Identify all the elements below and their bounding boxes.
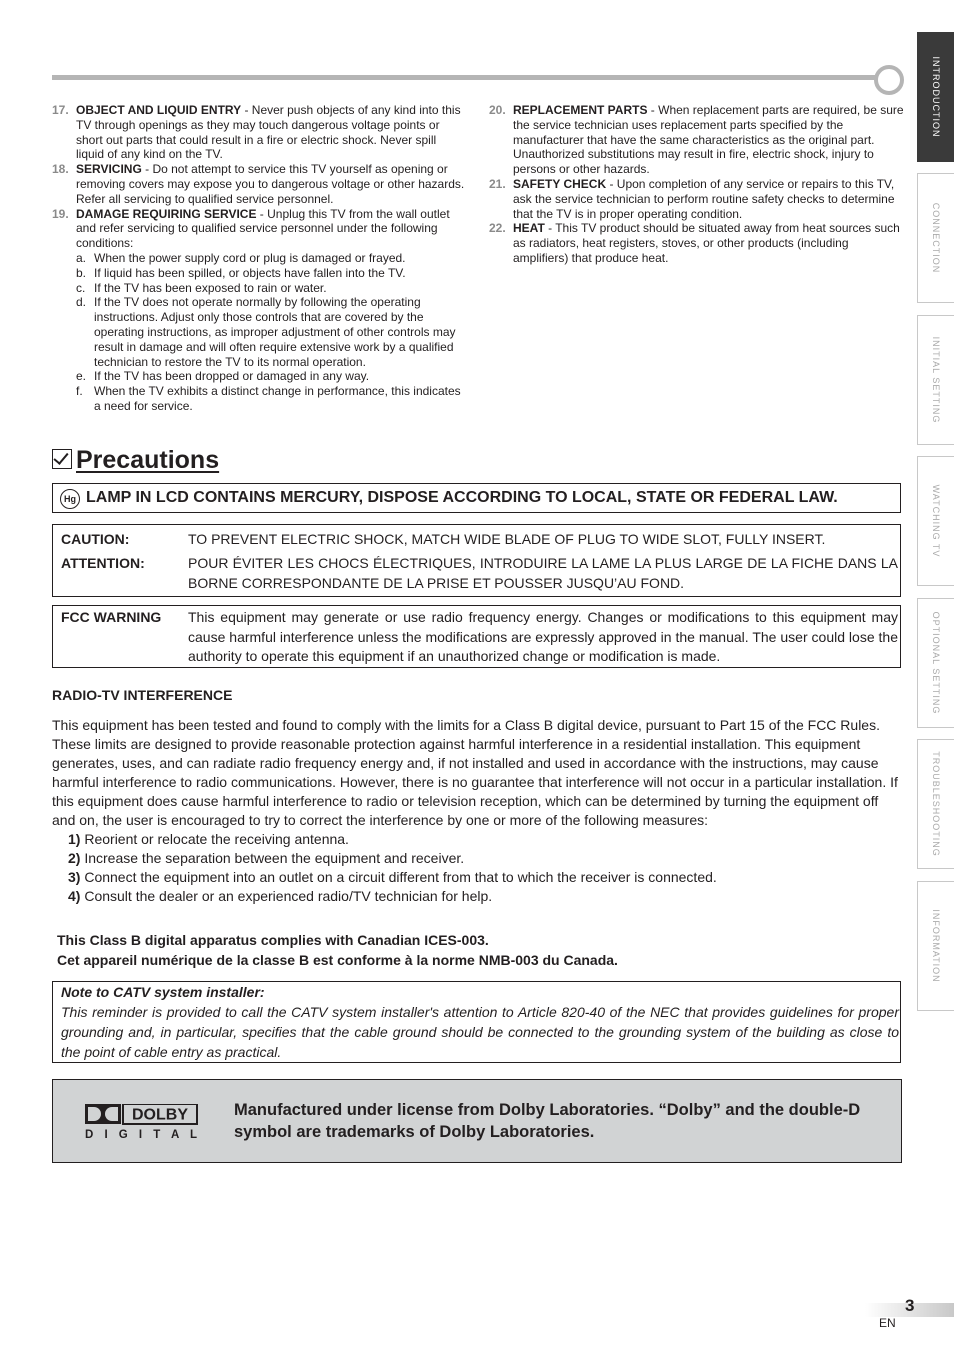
- precautions-title: Precautions: [76, 446, 220, 474]
- safety-column-right: [489, 103, 904, 266]
- tab-label: TROUBLESHOOTING: [931, 751, 941, 857]
- measure-3: [52, 868, 902, 887]
- item-title: SAFETY CHECK: [513, 176, 607, 191]
- item-text: - Never push objects of any kind into this TV through openings as they may touch dangerous voltage points or short out parts that could result in a fire or electric shock. Never spill liquid of any kind on the TV.: [76, 103, 461, 162]
- measure-1: [52, 830, 902, 849]
- catv-note-content: [61, 982, 899, 1062]
- dolby-logo-word: DOLBY: [132, 1106, 188, 1124]
- measure-number: 4): [68, 888, 81, 904]
- item-number: 18.: [52, 162, 69, 177]
- condition-text: When the power supply cord or plug is damaged or frayed.: [94, 250, 406, 265]
- caution-label: CAUTION:: [61, 531, 130, 547]
- condition-b: [52, 266, 467, 281]
- condition-letter: d.: [76, 295, 87, 310]
- tab-label: INFORMATION: [931, 909, 941, 983]
- canada-french: Cet appareil numérique de la classe B est conforme à la norme NMB-003 du Canada.: [57, 952, 618, 968]
- dolby-trademark-text: Manufactured under license from Dolby Laboratories. “Dolby” and the double-D symbol are trademarks of Dolby Laboratories.: [234, 1101, 861, 1141]
- condition-text: When the TV exhibits a distinct change in performance, this indicates a need for service.: [94, 384, 461, 413]
- safety-item-19: [52, 207, 467, 251]
- item-title: DAMAGE REQUIRING SERVICE: [76, 206, 257, 221]
- catv-note-box: [52, 981, 901, 1063]
- item-text: - This TV product should be situated away from heat sources such as radiators, heat registers, stoves, or other products (including amplifiers) that produce heat.: [513, 221, 900, 265]
- measure-number: 3): [68, 869, 81, 885]
- fcc-label: FCC WARNING: [61, 609, 162, 625]
- caution-box: [52, 524, 901, 597]
- dolby-box: [52, 1079, 902, 1163]
- condition-letter: a.: [76, 250, 87, 265]
- item-number: 22.: [489, 221, 506, 236]
- item-text: - Do not attempt to service this TV yourself as opening or removing covers may expose you to dangerous voltage or other hazards. Refer all servicing to qualified service personnel.: [76, 162, 465, 206]
- item-number: 21.: [489, 176, 506, 191]
- header-rule-circle: [874, 65, 904, 95]
- dolby-logo-subtitle: D I G I T A L: [85, 1129, 197, 1140]
- tab-label: INTRODUCTION: [931, 56, 941, 138]
- safety-item-17: [52, 103, 467, 162]
- caution-text: TO PREVENT ELECTRIC SHOCK, MATCH WIDE BLADE OF PLUG TO WIDE SLOT, FULLY INSERT.: [188, 531, 826, 547]
- condition-e: [52, 369, 467, 384]
- tab-label: INITIAL SETTING: [931, 336, 941, 424]
- item-title: REPLACEMENT PARTS: [513, 103, 648, 117]
- measure-number: 2): [68, 850, 81, 866]
- tab-label: OPTIONAL SETTING: [931, 611, 941, 715]
- tab-label: CONNECTION: [931, 202, 941, 274]
- item-text: - Unplug this TV from the wall outlet and refer servicing to qualified service personnel under the following conditions:: [76, 206, 450, 251]
- dolby-digital-logo-icon: [85, 1104, 199, 1140]
- condition-text: If the TV has been exposed to rain or water.: [94, 280, 327, 295]
- tab-troubleshooting[interactable]: [917, 739, 954, 869]
- measure-text: Consult the dealer or an experienced radio/TV technician for help.: [80, 888, 493, 904]
- tab-initial-setting[interactable]: [917, 315, 954, 445]
- condition-a: [52, 251, 467, 266]
- condition-text: If liquid has been spilled, or objects have fallen into the TV.: [94, 265, 406, 280]
- safety-column-left: [52, 103, 467, 414]
- radio-tv-paragraph: This equipment has been tested and found to comply with the limits for a Class B digital device, pursuant to Part 15 of the FCC Rules. These limits are designed to provide reasonable protection against harmful interference in a residential installation. This equipment generates, uses, and can radiate radio frequency energy and, if not installed and used in accordance with the instructions, may cause harmful interference to radio communications. However, there is no guarantee that interference will not occur in a particular installation. If this equipment does cause harmful interference to radio or television reception, which can be determined by turning the equipment off and on, the user is encouraged to try to correct the interference by one or more of the following measures:: [52, 717, 898, 828]
- safety-item-18: [52, 162, 467, 206]
- condition-letter: b.: [76, 265, 87, 280]
- condition-text: If the TV has been dropped or damaged in any way.: [94, 369, 370, 384]
- mercury-hg-icon: Hg: [60, 489, 80, 509]
- item-text: - Upon completion of any service or repairs to this TV, ask the service technician to perform routine safety checks to determine that the TV is in proper operating condition.: [513, 176, 895, 221]
- item-number: 17.: [52, 103, 69, 117]
- tab-introduction[interactable]: [917, 32, 954, 162]
- header-rule: [52, 75, 880, 80]
- condition-letter: c.: [76, 280, 86, 295]
- tab-optional-setting[interactable]: [917, 598, 954, 728]
- catv-note-text: This reminder is provided to call the CATV system installer's attention to Article 820-40 of the NEC that provides guidelines for proper grounding and, in particular, specifies that the cable ground should be connected to the grounding system of the building as close to the point of cable entry as practical.: [61, 1004, 899, 1060]
- item-title: SERVICING: [76, 162, 142, 177]
- mercury-warning-text: LAMP IN LCD CONTAINS MERCURY, DISPOSE ACCORDING TO LOCAL, STATE OR FEDERAL LAW.: [86, 489, 838, 506]
- safety-item-21: [489, 177, 904, 221]
- attention-text: POUR ÉVITER LES CHOCS ÉLECTRIQUES, INTRODUIRE LA LAME LA PLUS LARGE DE LA FICHE DANS LA BORNE CORRESPONDANTE DE LA PRISE ET POUSSER JUSQU’AU FOND.: [188, 555, 898, 591]
- measure-text: Reorient or relocate the receiving antenna.: [80, 831, 349, 847]
- page-number: 3: [905, 1296, 915, 1315]
- language-code: EN: [879, 1316, 896, 1330]
- mercury-warning-box: [52, 483, 901, 513]
- condition-c: [52, 281, 467, 296]
- fcc-text: This equipment may generate or use radio frequency energy. Changes or modifications to this equipment may cause harmful interference unless the modifications are expressly approved in the manual. The user could lose the authority to operate this equipment if an unauthorized change or modification is made.: [188, 609, 898, 664]
- fcc-warning-box: [52, 605, 901, 668]
- catv-note-heading: Note to CATV system installer:: [61, 984, 265, 1000]
- condition-letter: f.: [76, 384, 83, 399]
- item-text: - When replacement parts are required, be sure the service technician uses replacement parts specified by the manufacturer that have the same characteristics as the original part. Unauthorized substitutions may result in fire, electric shock, injury to persons or other hazards.: [513, 103, 904, 177]
- measure-number: 1): [68, 831, 81, 847]
- item-title: OBJECT AND LIQUID ENTRY: [76, 103, 242, 117]
- safety-item-22: [489, 221, 904, 265]
- attention-label: ATTENTION:: [61, 555, 145, 571]
- measure-4: [52, 887, 902, 906]
- item-title: HEAT: [513, 221, 545, 236]
- measure-text: Connect the equipment into an outlet on a circuit different from that to which the receiver is connected.: [80, 869, 717, 885]
- canada-compliance: [57, 930, 618, 970]
- condition-letter: e.: [76, 369, 87, 384]
- measure-2: [52, 849, 902, 868]
- checkbox-icon: [52, 449, 72, 469]
- precautions-heading: [52, 446, 219, 475]
- safety-item-20: [489, 103, 904, 177]
- condition-f: [52, 384, 467, 414]
- tab-watching-tv[interactable]: [917, 456, 954, 586]
- radio-tv-body: [52, 716, 902, 906]
- condition-d: [52, 295, 467, 369]
- tab-information[interactable]: [917, 881, 954, 1011]
- radio-tv-heading: RADIO-TV INTERFERENCE: [52, 687, 233, 703]
- measure-text: Increase the separation between the equipment and receiver.: [80, 850, 465, 866]
- canada-english: This Class B digital apparatus complies with Canadian ICES-003.: [57, 932, 489, 948]
- condition-text: If the TV does not operate normally by following the operating instructions. Adjust only those controls that are covered by the operating instructions, as improper adjustment of other controls may result in damage and will often require extensive work by a qualified technician to restore the TV to its normal operation.: [94, 295, 456, 369]
- tab-label: WATCHING TV: [931, 484, 941, 558]
- item-number: 20.: [489, 103, 506, 117]
- tab-connection[interactable]: [917, 173, 954, 303]
- item-number: 19.: [52, 206, 69, 221]
